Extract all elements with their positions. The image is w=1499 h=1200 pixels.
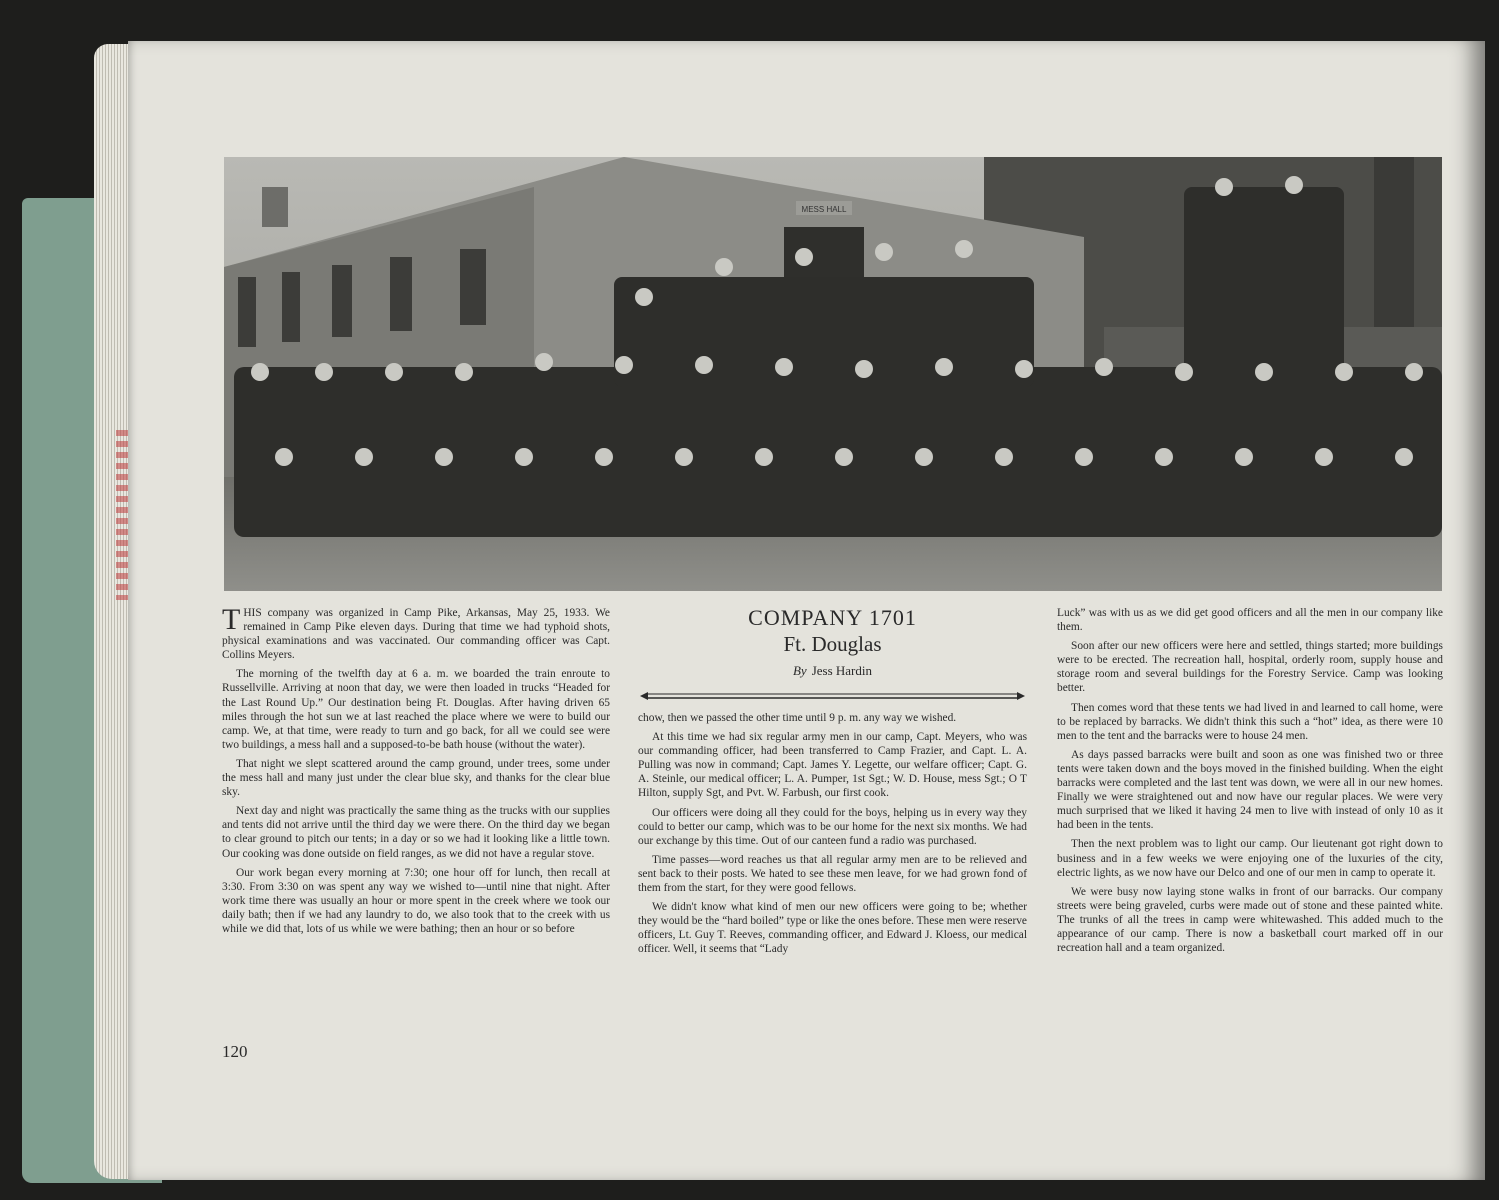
- article-heading: [638, 605, 1027, 679]
- byline-author: Jess Hardin: [811, 663, 872, 678]
- paragraph: The morning of the twelfth day at 6 a. m. we boarded the train enroute to Russellville. Arriving at noon that day, we were then loaded in trucks “Headed for the Last Round Up.” Our destination being Ft. Douglas. After having driven 65 miles through the hot sun we at last reached the place where we were to build our camp. We, at that time, were ready to turn and go back, for all we could see were two buildings, a mess hall and a supposed-to-be bath house (without the water).: [222, 668, 610, 751]
- library-stamp: [116, 430, 128, 600]
- paragraph: As days passed barracks were built and soon as one was finished two or three tents were taken down and the boys moved in the finished building. When the eight barracks were completed and the last tent was down, we were all in our new homes. Finally we were straightened out and now have our regular places. We were very much surprised that we liked it having 24 men to live with instead of only 10 as it had been in the tents.: [1057, 748, 1443, 832]
- paragraph: We didn't know what kind of men our new officers were going to be; whether they would be the “hard boiled” type or like the ones before. These men were reserve officers, Lt. Guy T. Reeves, commanding officer, and Edward J. Kloess, our medical officer. Well, it seems that “Lady: [638, 901, 1027, 956]
- paragraph: At this time we had six regular army men in our camp, Capt. Meyers, who was our commanding officer, had been transferred to Camp Frazier, and Capt. L. A. Pulling was now in command; Capt. James Y. Legette, our welfare officer; Capt. G. A. Steinle, our medical officer; L. A. Pumper, 1st Sgt.; W. D. House, mess Sgt.; O T Hilton, supply Sgt, and Pvt. W. Farbush, our first cook.: [638, 731, 1027, 800]
- paragraph: Our work began every morning at 7:30; one hour off for lunch, then recall at 3:30. From 3:30 on was spent any way we wished to—until nine that night. After work time there was usually an hour or more spent in the creek where we took our daily bath; then if we had any laundry to do, we also took that to the creek with us while we did that, lots of us while we were bathing; then an hour or so before: [222, 866, 610, 935]
- paragraph: Then the next problem was to light our camp. Our lieutenant got right down to business and in a few weeks we were enjoying one of the luxuries of the city, electric lights, as we now have our Delco and one of our men in camp to operate it.: [1057, 838, 1443, 879]
- paragraph: chow, then we passed the other time until 9 p. m. any way we wished.: [638, 712, 957, 724]
- article-column-2: [638, 711, 1027, 962]
- paragraph: Soon after our new officers were here and settled, things started; more buildings were to be erected. The recreation hall, hospital, orderly room, supply house and storage room and several buildings for the Forestry Service. Camp was looking better.: [1057, 640, 1443, 695]
- paragraph: Next day and night was practically the same thing as the trucks with our supplies and tents did not arrive until the third day we were there. On the third day we began to clear ground to pitch our tents; in a day or so we had it looking like a little town. Our cooking was done outside on field ranges, as we did not have a regular stove.: [222, 805, 610, 860]
- byline-prefix: By: [792, 663, 807, 678]
- paragraph: Our officers were doing all they could for the boys, helping us in every way they could to better our camp, which was to be our home for the next six months. We had our exchange by this time. Out of our canteen fund a radio was purchased.: [638, 806, 1027, 847]
- book-page: [128, 41, 1485, 1180]
- article-column-1: [222, 603, 610, 941]
- paragraph: Then comes word that these tents we had lived in and learned to call home, were to be replaced by barracks. We didn't think this such a “hot” idea, as there were 10 men to the tent and the barracks were to house 24 men.: [1057, 701, 1443, 742]
- paragraph: [222, 603, 610, 662]
- paragraph: That night we slept scattered around the camp ground, under trees, some under the mess hall and many just under the clear blue sky, and thanks for the clear blue sky.: [222, 757, 610, 799]
- page-number: 120: [222, 1042, 248, 1061]
- paragraph-text: HIS company was organized in Camp Pike, Arkansas, May 25, 1933. We remained in Camp Pike eleven days. During that time we had typhoid shots, physical examinations and was vaccinated. Our commanding officer was Capt. Collins Meyers.: [222, 607, 610, 662]
- drop-cap: T: [222, 603, 241, 636]
- title-ornament-rule: [638, 690, 1027, 702]
- company-group-photo: [224, 157, 1442, 591]
- group-photo-image: [224, 157, 1442, 591]
- paragraph: We were busy now laying stone walks in front of our barracks. Our company streets were being graveled, curbs were made out of stone and these painted white. The trunks of all the trees in camp were whitewashed. This added much to the appearance of our camp. There is now a basketball court marked off in our recreation hall and a team organized.: [1057, 885, 1443, 955]
- paragraph: Luck” was with us as we did get good officers and all the men in our company like them.: [1057, 607, 1443, 634]
- mess-hall-sign: MESS HALL: [801, 205, 847, 214]
- article-column-3: [1057, 606, 1443, 960]
- byline: [638, 663, 1027, 679]
- article-title: COMPANY 1701: [748, 605, 917, 630]
- article-subtitle: Ft. Douglas: [783, 632, 882, 656]
- paragraph: Time passes—word reaches us that all regular army men are to be relieved and sent back to their posts. We hated to see these men leave, for we had grown fond of them from the start, for they were good fellows.: [638, 853, 1027, 895]
